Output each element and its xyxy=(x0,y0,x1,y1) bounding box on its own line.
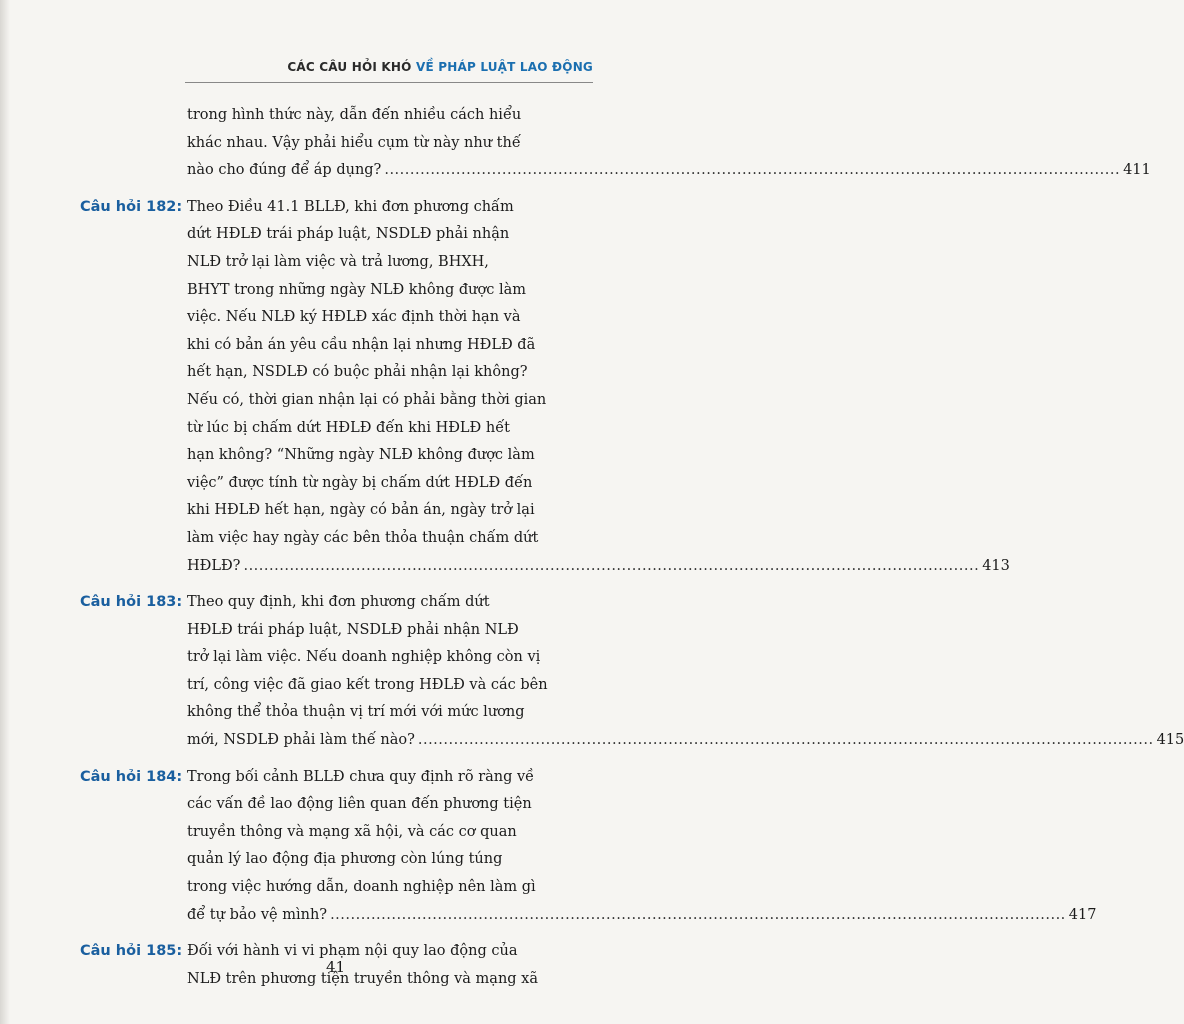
text-line: BHYT trong những ngày NLĐ không được làm xyxy=(187,281,527,298)
text-line: trí, công việc đã giao kết trong HĐLĐ và các bên xyxy=(187,676,548,693)
toc-entry xyxy=(80,102,1151,185)
text-line: khác nhau. Vậy phải hiểu cụm từ này như thế xyxy=(187,134,521,151)
page-edge xyxy=(0,0,10,1024)
toc-list xyxy=(80,102,1184,1002)
dot-leader xyxy=(418,727,1154,755)
text-line: các vấn đề lao động liên quan đến phương tiện xyxy=(187,796,532,813)
toc-leader-line xyxy=(187,902,1096,930)
text-line: để tự bảo vệ mình? xyxy=(187,906,328,923)
text-line: mới, NSDLĐ phải làm thế nào? xyxy=(187,732,415,749)
dot-leader xyxy=(384,157,1120,185)
question-label xyxy=(80,102,187,185)
text-line: Nếu có, thời gian nhận lại có phải bằng thời gian xyxy=(187,391,547,408)
toc-leader-line xyxy=(187,157,1151,185)
question-label: Câu hỏi 185: xyxy=(80,943,183,960)
text-line: NLĐ trên phương tiện truyền thông và mạng xã xyxy=(187,970,539,987)
toc-entry xyxy=(80,764,1097,930)
text-line: làm việc hay ngày các bên thỏa thuận chấm dứt xyxy=(187,529,539,546)
text-line: Đối với hành vi vi phạm nội quy lao động của xyxy=(187,943,518,960)
running-header xyxy=(287,60,593,74)
toc-entry xyxy=(80,194,1010,580)
toc-page-ref: 417 xyxy=(1068,906,1097,923)
question-label: Câu hỏi 184: xyxy=(80,768,183,785)
text-line: HĐLĐ trái pháp luật, NSDLĐ phải nhận NLĐ xyxy=(187,621,519,638)
text-line: truyền thông và mạng xã hội, và các cơ quan xyxy=(187,823,517,840)
text-line: khi có bản án yêu cầu nhận lại nhưng HĐLĐ đã xyxy=(187,336,536,353)
text-line: HĐLĐ? xyxy=(187,557,241,574)
question-label: Câu hỏi 183: xyxy=(80,594,183,611)
question-text xyxy=(187,764,1096,930)
header-prefix: CÁC CÂU HỎI KHÓ xyxy=(287,60,412,74)
dot-leader xyxy=(243,553,979,581)
toc-page-ref: 415 xyxy=(1156,732,1184,749)
text-line: quản lý lao động địa phương còn lúng túng xyxy=(187,851,503,868)
toc-page-ref: 411 xyxy=(1123,162,1151,179)
header-rule xyxy=(185,82,593,83)
dot-leader xyxy=(330,902,1066,930)
question-text xyxy=(187,102,1151,185)
toc-leader-line xyxy=(187,727,1184,755)
text-line: NLĐ trở lại làm việc và trả lương, BHXH, xyxy=(187,253,489,270)
text-line: khi HĐLĐ hết hạn, ngày có bản án, ngày trở lại xyxy=(187,502,535,519)
page-number: 41 xyxy=(325,958,346,976)
text-line: hạn không? “Những ngày NLĐ không được làm xyxy=(187,447,535,464)
text-line: Trong bối cảnh BLLĐ chưa quy định rõ ràng về xyxy=(187,768,535,785)
toc-entry xyxy=(80,589,1184,755)
text-line: việc” được tính từ ngày bị chấm dứt HĐLĐ đến xyxy=(187,474,533,491)
toc-page-ref: 413 xyxy=(982,557,1010,574)
header-highlight: VỀ PHÁP LUẬT LAO ĐỘNG xyxy=(415,60,593,74)
text-line: từ lúc bị chấm dứt HĐLĐ đến khi HĐLĐ hết xyxy=(187,419,510,436)
text-line: không thể thỏa thuận vị trí mới với mức lương xyxy=(187,704,525,721)
question-label: Câu hỏi 182: xyxy=(80,198,183,215)
text-line: Theo Điều 41.1 BLLĐ, khi đơn phương chấm xyxy=(187,198,514,215)
toc-leader-line xyxy=(187,553,1010,581)
text-line: nào cho đúng để áp dụng? xyxy=(187,162,382,179)
question-text xyxy=(187,589,1184,755)
text-line: Theo quy định, khi đơn phương chấm dứt xyxy=(187,594,490,611)
text-line: trong việc hướng dẫn, doanh nghiệp nên làm gì xyxy=(187,879,536,896)
text-line: hết hạn, NSDLĐ có buộc phải nhận lại không? xyxy=(187,364,528,381)
text-line: việc. Nếu NLĐ ký HĐLĐ xác định thời hạn và xyxy=(187,309,521,326)
text-line: trong hình thức này, dẫn đến nhiều cách hiểu xyxy=(187,107,522,123)
text-line: trở lại làm việc. Nếu doanh nghiệp không còn vị xyxy=(187,649,541,666)
text-line: dứt HĐLĐ trái pháp luật, NSDLĐ phải nhận xyxy=(187,226,510,243)
question-text xyxy=(187,194,1010,580)
